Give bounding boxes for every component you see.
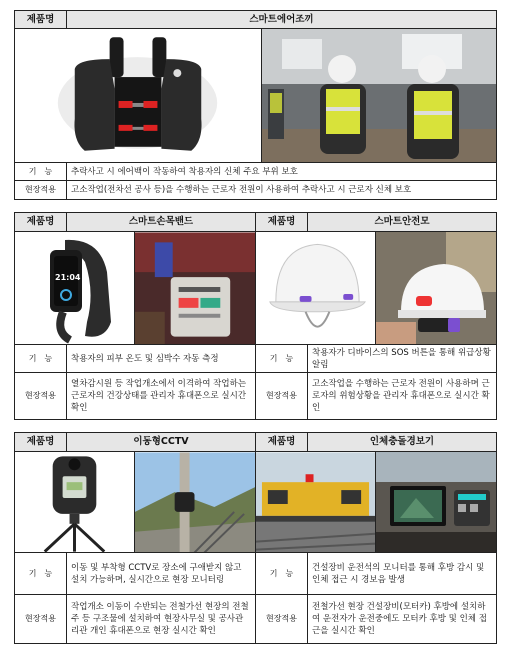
watch-time-text: 21:04 bbox=[55, 273, 81, 282]
motor-car-photo bbox=[256, 452, 376, 553]
function-text: 착용자의 피부 온도 및 심박수 자동 측정 bbox=[67, 345, 256, 373]
function-label: 기 능 bbox=[15, 345, 67, 373]
cctv-installed-photo bbox=[135, 452, 256, 553]
field-application-text: 작업개소 이동이 수반되는 전철가선 현장의 전철주 등 구조물에 설치하여 현장사무실 및 공사관리관 개인 휴대폰으로 현장 실시간 확인 bbox=[67, 595, 256, 643]
field-application-label: 현장적용 bbox=[256, 595, 308, 643]
product-name: 이동형CCTV bbox=[67, 433, 256, 452]
product-label: 제품명 bbox=[15, 213, 67, 232]
smart-helmet-photo bbox=[256, 232, 376, 345]
air-vest-photo bbox=[15, 29, 262, 163]
collision-monitor-photo bbox=[376, 452, 496, 553]
section-cctv-collision-alarm bbox=[14, 432, 497, 644]
wristband-app-photo bbox=[135, 232, 256, 345]
function-label: 기 능 bbox=[15, 163, 67, 181]
function-text: 건설장비 운전석의 모니터를 통해 후방 감시 및 인체 접근 시 경보음 발생 bbox=[308, 553, 496, 595]
helmet-device-photo bbox=[376, 232, 496, 345]
field-application-label: 현장적용 bbox=[15, 181, 67, 199]
field-application-label: 현장적용 bbox=[256, 373, 308, 419]
product-name: 스마트에어조끼 bbox=[67, 11, 496, 29]
product-name: 스마트안전모 bbox=[308, 213, 496, 232]
function-label: 기 능 bbox=[256, 345, 308, 373]
workers-wearing-vest-photo bbox=[262, 29, 496, 163]
function-text: 이동 및 부착형 CCTV로 장소에 구애받지 않고 설치 가능하며, 실시간으로 현장 모니터링 bbox=[67, 553, 256, 595]
field-application-label: 현장적용 bbox=[15, 595, 67, 643]
product-label: 제품명 bbox=[256, 213, 308, 232]
field-application-text: 전철가선 현장 건설장비(모터카) 후방에 설치하여 운전자가 운전중에도 모터카 후방 및 인체 접근을 실시간 확인 bbox=[312, 602, 487, 636]
product-label: 제품명 bbox=[15, 11, 67, 29]
product-name: 스마트손목밴드 bbox=[67, 213, 256, 232]
section-wristband-helmet bbox=[14, 212, 497, 420]
field-application-text: 열차감시원 등 작업개소에서 이격하여 작업하는 근로자의 건강상태를 관리자 휴대폰으로 실시간 확인 bbox=[67, 373, 256, 419]
mobile-cctv-photo bbox=[15, 452, 135, 553]
product-label: 제품명 bbox=[256, 433, 308, 452]
function-text: 착용자가 디바이스의 SOS 버튼을 통해 위급상황 알림 bbox=[308, 345, 496, 373]
function-label: 기 능 bbox=[15, 553, 67, 595]
field-application-text: 고소작업을 수행하는 근로자 전원이 사용하며 근로자의 위험상황을 관리자 휴대폰으로 실시간 확인 bbox=[312, 379, 490, 413]
product-name: 인체충돌경보기 bbox=[308, 433, 496, 452]
function-text: 추락사고 시 에어백이 작동하여 착용자의 신체 주요 부위 보호 bbox=[67, 163, 496, 181]
section-smart-air-vest bbox=[14, 10, 497, 200]
product-label: 제품명 bbox=[15, 433, 67, 452]
function-label: 기 능 bbox=[256, 553, 308, 595]
field-application-text: 고소작업(전차선 공사 등)을 수행하는 근로자 전원이 사용하여 추락사고 시 근로자 신체 보호 bbox=[71, 185, 412, 195]
field-application-label: 현장적용 bbox=[15, 373, 67, 419]
wristband-photo bbox=[15, 232, 135, 345]
